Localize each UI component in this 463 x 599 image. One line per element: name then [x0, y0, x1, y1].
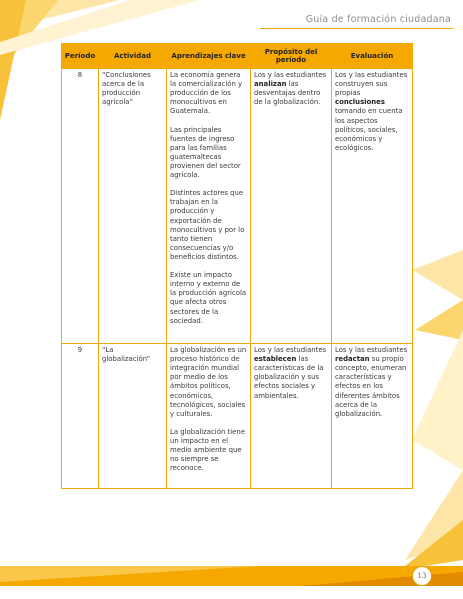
cell-aprendizajes: [167, 69, 251, 344]
table-row: [62, 344, 413, 489]
cell-proposito: [251, 69, 332, 344]
evaluacion-text: Los y las estudiantes construyen sus propias: [335, 71, 408, 98]
aprendizaje-paragraph: Distintos actores que trabajan en la producción y exportación de monocultivos y por lo tanto tienen consecuencias y/o beneficios distintos.: [170, 189, 245, 261]
header-rule: [260, 28, 453, 29]
aprendizaje-paragraph: Existe un impacto interno y externo de la producción agrícola que afecta otros sectores de la sociedad.: [170, 271, 247, 325]
guide-title: Guía de formación ciudadana: [305, 14, 451, 25]
evaluacion-verb: conclusiones: [335, 98, 385, 107]
cell-aprendizajes: [167, 344, 251, 489]
header-actividad: Actividad: [99, 44, 167, 69]
cell-actividad: “Conclusiones acerca de la producción agrícola”: [99, 69, 167, 344]
side-ray: [412, 250, 463, 300]
cell-proposito: [251, 344, 332, 489]
proposito-text: Los y las estudiantes: [254, 346, 327, 354]
cell-evaluacion: [332, 344, 413, 489]
evaluacion-text: su propio concepto, enumeran características y efectos en los diferentes ámbitos acerca de la globalización.: [335, 355, 407, 418]
proposito-verb: establecen: [254, 355, 297, 364]
aprendizaje-paragraph: La economía genera la comercialización y producción de los monocultivos en Guatemala.: [170, 71, 243, 116]
proposito-text: las características de la globalización y sus efectos sociales y ambientales.: [254, 355, 324, 400]
aprendizaje-paragraph: La globalización tiene un impacto en el medio ambiente que no siempre se reconoce.: [170, 427, 245, 473]
table-row: [62, 69, 413, 344]
header-aprendizajes: Aprendizajes clave: [167, 44, 251, 69]
table-header-row: [62, 44, 413, 69]
header-evaluacion: Evaluación: [332, 44, 413, 69]
proposito-text: las desventajas dentro de la globalización.: [254, 80, 321, 107]
evaluacion-text: tomando en cuenta los aspectos políticos, sociales, económicos y ecológicos.: [335, 107, 403, 152]
proposito-text: Los y las estudiantes: [254, 71, 327, 79]
cell-periodo: 9: [62, 344, 99, 489]
aprendizaje-paragraph: La globalización es un proceso histórico de integración mundial por medio de los ámbitos políticos, económicos, tecnológicos, sociales y culturales.: [170, 346, 247, 418]
cell-actividad: “La globalización”: [99, 344, 167, 489]
page-number: 13: [412, 566, 432, 586]
aprendizaje-paragraph: Las principales fuentes de ingreso para las familias guatemaltecas provienen del sector agrícola.: [170, 125, 241, 180]
cell-evaluacion: [332, 69, 413, 344]
evaluacion-verb: redactan: [335, 355, 370, 364]
side-ray: [412, 330, 463, 470]
proposito-verb: analizan: [254, 80, 287, 89]
header-periodo: Período: [62, 44, 99, 69]
cell-periodo: 8: [62, 69, 99, 344]
side-ray: [415, 300, 463, 340]
header-proposito: Propósito del período: [251, 44, 332, 69]
planning-table: [61, 43, 413, 489]
evaluacion-text: Los y las estudiantes: [335, 346, 408, 354]
